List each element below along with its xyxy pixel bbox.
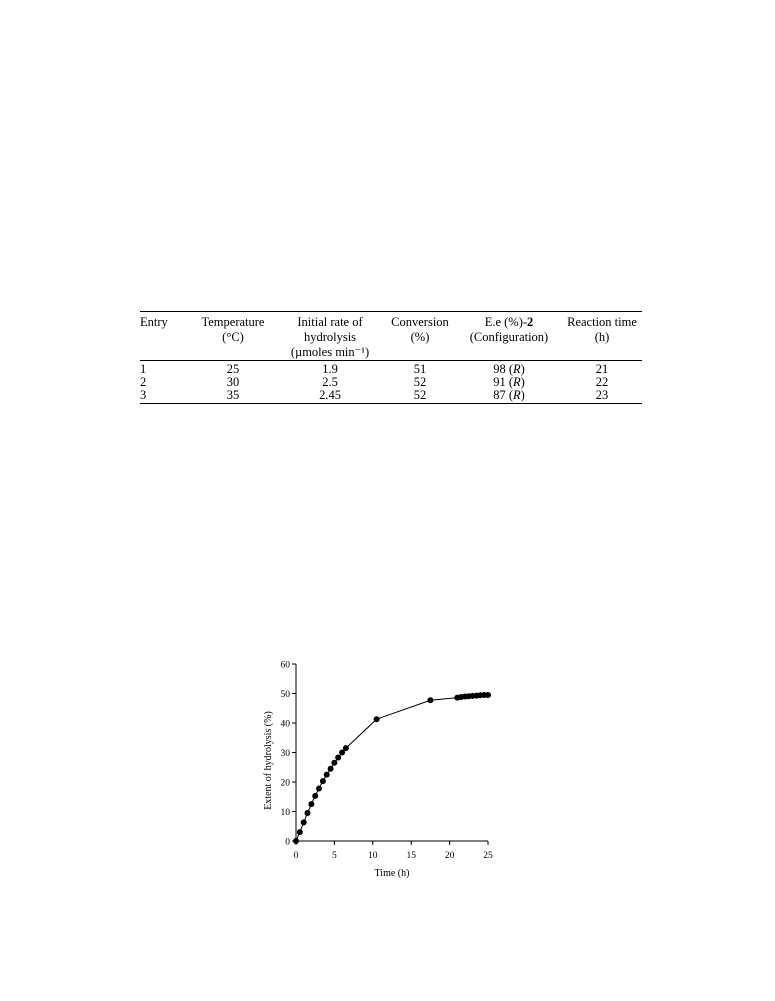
cell-temperature: 35 — [226, 388, 240, 402]
cell-conversion: 52 — [413, 375, 427, 389]
x-tick-label: 25 — [483, 851, 493, 861]
cell-ee: 87 (R) — [493, 388, 525, 402]
data-point — [301, 819, 307, 825]
data-point — [331, 760, 337, 766]
data-point — [343, 745, 349, 751]
header-temperature: Temperature (°C) — [201, 315, 265, 344]
x-tick-label: 5 — [332, 851, 337, 861]
y-tick-label: 30 — [280, 749, 290, 759]
data-point — [485, 692, 491, 698]
y-tick-label: 20 — [280, 778, 290, 789]
cell-time: 22 — [595, 375, 609, 389]
data-point — [305, 810, 311, 816]
cell-rate: 1.9 — [322, 362, 338, 376]
x-tick-label: 20 — [444, 851, 455, 861]
cell-time: 23 — [595, 388, 609, 402]
cell-entry: 2 — [140, 375, 147, 389]
y-tick-label: 60 — [280, 660, 290, 671]
data-point — [312, 793, 318, 799]
data-point — [308, 801, 314, 807]
cell-ee: 91 (R) — [493, 375, 525, 389]
cell-rate: 2.45 — [319, 388, 341, 402]
cell-temperature: 25 — [226, 362, 240, 376]
x-tick-label: 15 — [406, 851, 416, 861]
y-tick-label: 10 — [280, 808, 290, 818]
data-point — [324, 772, 330, 778]
cell-rate: 2.5 — [322, 375, 338, 389]
series-line — [296, 695, 488, 841]
cell-conversion: 51 — [413, 362, 427, 376]
data-point — [293, 838, 299, 844]
y-tick-label: 0 — [285, 837, 290, 848]
header-initial-rate: Initial rate of hydrolysis (µmoles min⁻¹) — [290, 315, 370, 359]
x-tick-label: 10 — [368, 851, 378, 861]
y-tick-label: 40 — [280, 719, 290, 730]
data-point — [316, 786, 322, 792]
cell-conversion: 52 — [413, 388, 427, 402]
data-point — [297, 829, 303, 835]
y-axis-label: Extent of hydrolysis (%) — [263, 711, 274, 810]
x-axis-label: Time (h) — [374, 868, 410, 879]
data-point — [335, 755, 341, 761]
y-tick-label: 50 — [280, 690, 290, 700]
header-ee: E.e (%)-2 (Configuration) — [469, 315, 549, 344]
data-point — [427, 697, 433, 703]
header-conversion: Conversion (%) — [391, 315, 449, 344]
data-point — [320, 778, 326, 784]
cell-temperature: 30 — [226, 375, 240, 389]
cell-time: 21 — [595, 362, 609, 376]
header-reaction-time: Reaction time (h) — [567, 315, 637, 344]
cell-entry: 3 — [140, 388, 147, 402]
header-entry: Entry — [140, 315, 168, 329]
cell-entry: 1 — [140, 362, 147, 376]
cell-ee: 98 (R) — [493, 362, 525, 376]
x-tick-label: 0 — [293, 851, 299, 861]
data-point — [374, 716, 380, 722]
data-point — [328, 766, 334, 772]
